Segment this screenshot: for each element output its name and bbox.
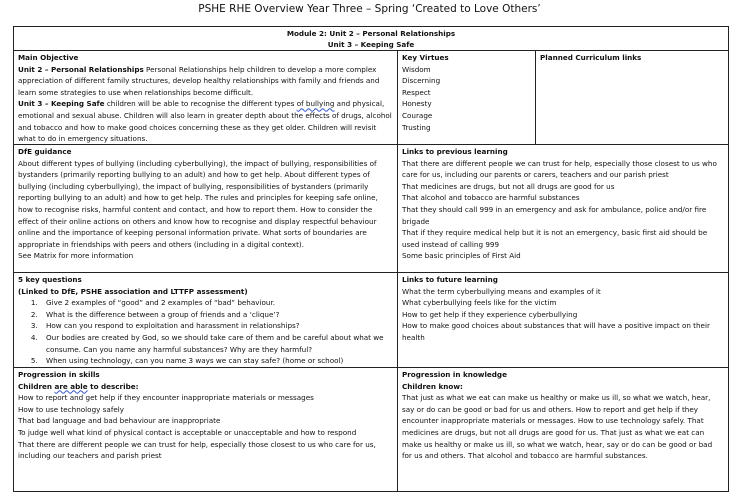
question-item: 2. What is the difference between a group of friends and a ‘clique’? — [40, 309, 393, 321]
virtue-item: Respect — [402, 87, 431, 97]
links-future-heading: Links to future learning — [402, 275, 498, 284]
main-objective-cell — [14, 51, 398, 145]
question-item: 3. How can you respond to exploitation and harassment in relationships? — [40, 320, 393, 332]
list-item: How to use technology safely — [18, 404, 125, 414]
module-title: Module 2: Unit 2 – Personal Relationships — [286, 29, 456, 38]
list-item: What cyberbullying feels like for the victim — [402, 298, 557, 308]
module-header — [14, 27, 728, 51]
list-item: Some basic principles of First Aid — [402, 251, 521, 261]
unit3-objective — [18, 98, 393, 144]
overview-table — [13, 26, 729, 492]
progression-skills-cell — [14, 368, 398, 491]
question-item: 5. When using technology, can you name 3 ways we can stay safe? (home or school) — [40, 355, 393, 367]
list-item: How to report and get help if they encounter inappropriate materials or messages — [18, 393, 314, 403]
dfe-guidance-cell — [14, 145, 398, 273]
list-item: That they should call 999 in an emergency and ask for ambulance, police and/or fire brigade — [402, 204, 707, 226]
list-item: What the term cyberbullying means and examples of it — [402, 286, 601, 296]
question-item: 1. Give 2 examples of “good” and 2 examples of “bad” behaviour. — [40, 297, 393, 309]
unit3-text-b: and physical, emotional and sexual abuse. Children will also learn in greater depth about the effects of drugs, alcohol and tobacco and how to make good choices concerning these as they get older. Children will revisit what to do in emergency situations. — [18, 99, 392, 144]
dfe-guidance-text: About different types of bullying (including cyberbullying), the impact of bullying, responsibilities of bystanders (primarily reporting bullying to an adult) and how to get help. About different types of bullying (including cyberbullying), the impact of bullying, responsibilities of bystanders (primarily reporting bullying to an adult) and how to get help. The rules and principles for keeping safe online, how to recognise risks, harmful content and contact, and how to report them. How to consider the effect of their online actions on others and know how to recognise and display respectful behaviour online and the importance of keeping personal information private. What sorts of boundaries are appropriate in friendships with peers and others (including in a digital context). — [18, 158, 378, 249]
list-item: That bad language and bad behaviour are inappropriate — [18, 416, 221, 426]
main-objective-heading: Main Objective — [18, 53, 79, 62]
list-item: How to get help if they experience cyberbullying — [402, 309, 578, 319]
key-virtues-cell — [398, 51, 536, 145]
planned-curriculum-cell — [536, 51, 728, 145]
unit3-text-squiggle: of bullying — [296, 99, 335, 109]
progression-skills-subheading: Children are able to describe: — [18, 381, 139, 391]
dfe-guidance-footer: See Matrix for more information — [18, 251, 134, 261]
key-questions-list — [18, 297, 393, 367]
key-questions-subheading: (Linked to DfE, PSHE association and LTTFP assessment) — [18, 286, 248, 296]
key-questions-heading: 5 key questions — [18, 275, 82, 284]
links-future-cell — [398, 273, 728, 368]
dfe-guidance-heading: DfE guidance — [18, 147, 72, 156]
unit2-label: Unit 2 – Personal Relationships — [18, 64, 144, 74]
progression-knowledge-subheading: Children know: — [402, 381, 463, 391]
list-item: That medicines are drugs, but not all drugs are good for us — [402, 181, 615, 191]
unit3-text-a: children will be able to recognise the different types — [104, 99, 297, 109]
list-item: That alcohol and tobacco are harmful substances — [402, 193, 580, 203]
key-virtues-heading: Key Virtues — [402, 53, 449, 62]
virtue-item: Honesty — [402, 99, 432, 109]
progression-skills-heading: Progression in skills — [18, 370, 100, 379]
unit3-label: Unit 3 – Keeping Safe — [18, 99, 105, 109]
progression-knowledge-text: That just as what we eat can make us healthy or make us ill, so what we watch, hear, say or do can be good or bad for us and others. How to report and get help if they encounter inappropriate materials or messages. How to use technology safely. That medicines are drugs, but not all drugs are good for us. That just as what we eat can make us healthy or make us ill, so what we watch, hear, say or do can be good or bad for us and others. That alcohol and tobacco are harmful substances. — [402, 393, 713, 461]
list-item: How to make good choices about substances that will have a positive impact on their health — [402, 321, 710, 342]
unit2-text: Personal Relationships help children to develop a more complex appreciation of different family structures, develop healthy relationships with family and friends and learn some strategies to use when relationships become difficult. — [18, 64, 380, 97]
links-previous-heading: Links to previous learning — [402, 147, 508, 156]
links-previous-cell — [398, 145, 728, 273]
list-item: That there are different people we can trust for help, especially those closest to us who care for us, including our parents or carers, teachers and our parish priest — [402, 158, 717, 180]
progression-knowledge-heading: Progression in knowledge — [402, 370, 507, 379]
key-questions-cell — [14, 273, 398, 368]
question-item: 4. Our bodies are created by God, so we should take care of them and be careful about what we consume. Can you name any harmful substances? Why are they harmful? — [40, 332, 393, 355]
virtue-item: Wisdom — [402, 64, 431, 74]
unit2-objective — [18, 64, 393, 99]
virtue-item: Discerning — [402, 76, 441, 86]
virtue-item: Courage — [402, 110, 433, 120]
virtue-item: Trusting — [402, 122, 431, 132]
list-item: That there are different people we can trust for help, especially those closest to us who care for us, including our teachers and parish priest — [18, 439, 376, 461]
list-item: To judge well what kind of physical contact is acceptable or unacceptable and how to respond — [18, 427, 357, 437]
list-item: That if they require medical help but it is not an emergency, basic first aid should be used instead of calling 999 — [402, 228, 708, 249]
page-title: PSHE RHE Overview Year Three – Spring ‘Created to Love Others’ — [198, 3, 541, 15]
planned-curriculum-heading: Planned Curriculum links — [540, 53, 642, 62]
progression-knowledge-cell — [398, 368, 728, 491]
unit-title: Unit 3 – Keeping Safe — [327, 40, 415, 49]
